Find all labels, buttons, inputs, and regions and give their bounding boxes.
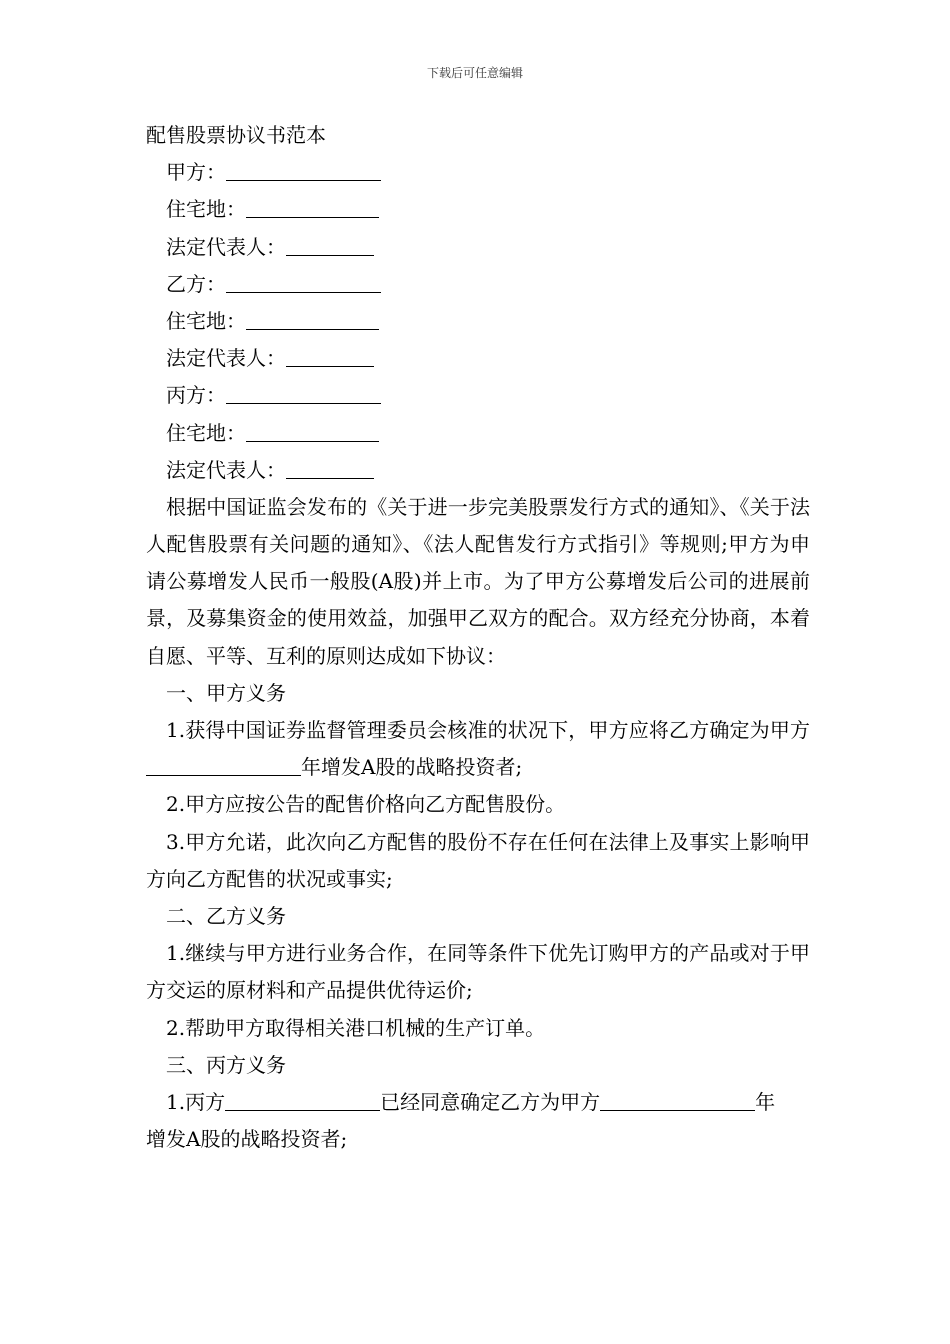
party-b-rep-line	[146, 340, 810, 377]
section1-item2: 2.甲方应按公告的配售价格向乙方配售股份。	[166, 792, 566, 817]
document-body	[146, 117, 810, 1158]
party-c-rep-line	[146, 452, 810, 489]
section3-item1-blank-b	[600, 1090, 755, 1111]
party-b-line	[146, 266, 810, 303]
party-a-line	[146, 154, 810, 191]
party-a-address-line	[146, 191, 810, 228]
party-a-label: 甲方：	[166, 160, 226, 185]
page-header: 下载后可任意编辑	[426, 66, 523, 80]
party-b-label: 乙方：	[166, 271, 226, 296]
section1-item1-text-a: 1.获得中国证券监督管理委员会核准的状况下，甲方应将乙方确定为甲方	[166, 718, 810, 743]
party-c-label: 丙方：	[166, 383, 226, 408]
party-c-address-label: 住宅地：	[166, 420, 246, 445]
party-c-rep-label: 法定代表人：	[166, 457, 286, 482]
section2-item2: 2.帮助甲方取得相关港口机械的生产订单。	[166, 1015, 546, 1040]
section3-item1-text-c: 年	[755, 1090, 776, 1115]
party-c-address-line	[146, 415, 810, 452]
section3-item1-line2: 增发A股的战略投资者;	[146, 1127, 348, 1152]
party-a-address-blank	[246, 197, 379, 218]
party-c-address-blank	[246, 421, 379, 442]
party-b-rep-label: 法定代表人：	[166, 346, 286, 371]
section2-item1: 1.继续与甲方进行业务合作，在同等条件下优先订购甲方的产品或对于甲方交运的原材料和产品提供优待运价;	[146, 941, 810, 1003]
section3-item1-text-b: 已经同意确定乙方为甲方	[380, 1090, 601, 1115]
party-b-address-label: 住宅地：	[166, 308, 246, 333]
section3-heading: 三、丙方义务	[166, 1052, 286, 1077]
section1-item1	[146, 712, 810, 786]
party-a-address-label: 住宅地：	[166, 197, 246, 222]
section3-item1-text-a: 1.丙方	[166, 1090, 226, 1115]
party-c-blank	[226, 383, 381, 404]
party-a-rep-blank	[286, 235, 374, 256]
party-b-rep-blank	[286, 346, 374, 367]
section1-item3: 3.甲方允诺，此次向乙方配售的股份不存在任何在法律上及事实上影响甲方向乙方配售的状况或事实;	[146, 829, 810, 891]
section1-heading: 一、甲方义务	[166, 680, 286, 705]
intro-paragraph: 根据中国证监会发布的《关于进一步完美股票发行方式的通知》、《关于法人配售股票有关问题的通知》、《法人配售发行方式指引》等规则;甲方为申请公募增发人民币一般股(A股)并上市。为了甲方公募增发后公司的进展前景，及募集资金的使用效益，加强甲乙双方的配合。双方经充分协商，本着自愿、平等、互利的原则达成如下协议：	[146, 494, 810, 668]
party-a-rep-line	[146, 229, 810, 266]
party-a-rep-label: 法定代表人：	[166, 234, 286, 259]
section3-item1-blank-a	[225, 1090, 380, 1111]
party-b-address-blank	[246, 309, 379, 330]
party-c-line	[146, 377, 810, 414]
party-b-address-line	[146, 303, 810, 340]
section3-item1-line1	[146, 1084, 810, 1121]
party-b-blank	[226, 272, 381, 293]
section1-item1-blank	[146, 755, 301, 776]
section1-item1-text-b: 年增发A股的战略投资者;	[301, 755, 523, 780]
party-a-blank	[226, 160, 381, 181]
section2-heading: 二、乙方义务	[166, 904, 286, 929]
party-c-rep-blank	[286, 458, 374, 479]
document-title: 配售股票协议书范本	[146, 123, 326, 147]
